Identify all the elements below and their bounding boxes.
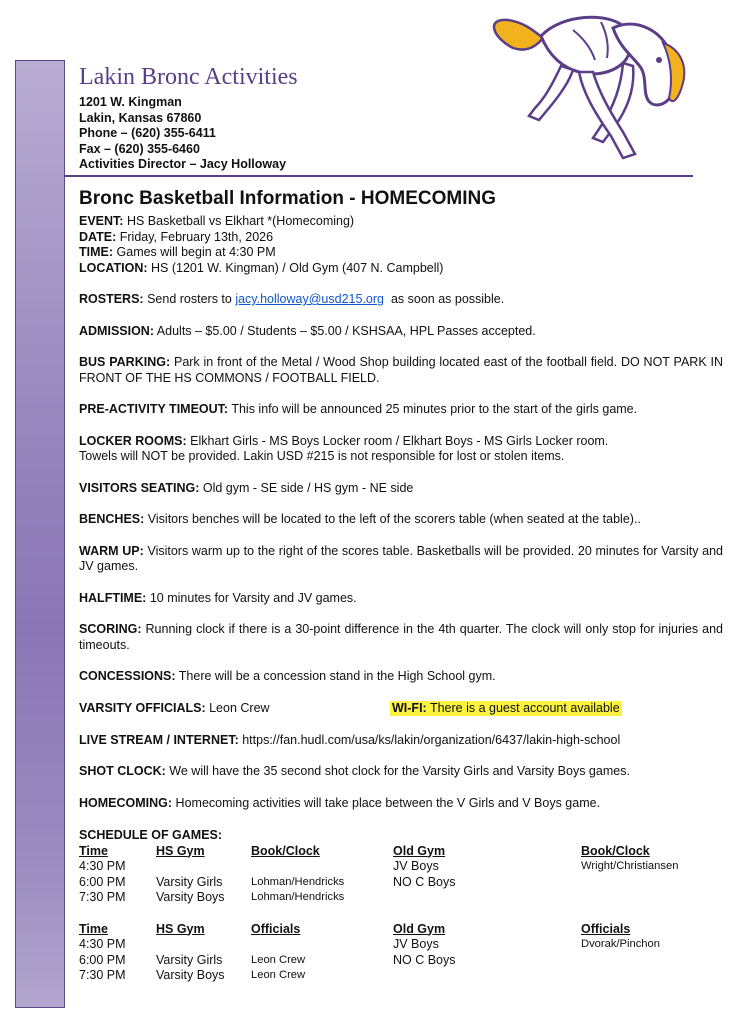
table-spacer	[79, 906, 723, 922]
table-header-cell: Book/Clock	[251, 843, 320, 858]
header-divider	[65, 175, 693, 177]
admission-para	[79, 324, 723, 340]
time-label: TIME:	[79, 245, 114, 259]
officials-line	[79, 701, 270, 715]
table-row	[79, 875, 723, 891]
table-row	[79, 890, 723, 906]
bus-parking-label: BUS PARKING:	[79, 355, 171, 369]
decorative-sidebar	[15, 60, 65, 1008]
admission-label: ADMISSION:	[79, 323, 154, 338]
address-line-1: 1201 W. Kingman	[79, 95, 182, 109]
locker-rooms-line-2: Towels will NOT be provided. Lakin USD #215 is not responsible for lost or stolen items.	[79, 449, 565, 463]
letterhead	[79, 62, 298, 173]
table-cell: 4:30 PM	[79, 937, 126, 951]
table-cell: 4:30 PM	[79, 859, 126, 873]
table-row	[79, 859, 723, 875]
rosters-post: as soon as possible.	[390, 292, 505, 306]
table-cell: Leon Crew	[251, 953, 306, 966]
phone-line: Phone – (620) 355-6411	[79, 126, 216, 140]
table-header-cell: Time	[79, 921, 108, 936]
schedule-table-1	[79, 844, 723, 906]
preactivity-label: PRE-ACTIVITY TIMEOUT:	[79, 402, 229, 416]
schedule-table-2	[79, 922, 723, 984]
table-cell: Lohman/Hendricks	[251, 891, 345, 903]
officials-wifi-row	[79, 701, 723, 717]
date-label: DATE:	[79, 229, 117, 244]
warmup-value: Visitors warm up to the right of the scores table. Basketballs will be provided. 20 minutes for Varsity and JV games.	[79, 543, 723, 573]
warmup-label: WARM UP:	[79, 543, 144, 558]
table-header-cell: Old Gym	[393, 921, 446, 936]
admission-value: Adults – $5.00 / Students – $5.00 / KSHSAA, HPL Passes accepted.	[156, 323, 536, 338]
officials-label: VARSITY OFFICIALS:	[79, 700, 206, 715]
wifi-label: WI-FI:	[392, 700, 427, 715]
preactivity-value: This info will be announced 25 minutes prior to the start of the girls game.	[231, 402, 638, 416]
homecoming-value: Homecoming activities will take place between the V Girls and V Boys game.	[175, 795, 601, 810]
halftime-value: 10 minutes for Varsity and JV games.	[149, 590, 357, 605]
homecoming-label: HOMECOMING:	[79, 795, 173, 810]
table-row	[79, 937, 723, 953]
table-cell: 6:00 PM	[79, 952, 126, 967]
shotclock-label: SHOT CLOCK:	[79, 764, 166, 778]
rosters-pre: Send rosters to	[147, 292, 232, 306]
halftime-label: HALFTIME:	[79, 590, 147, 605]
director-line: Activities Director – Jacy Holloway	[79, 157, 287, 171]
scoring-value: Running clock if there is a 30-point difference in the 4th quarter. The clock will only stop for injuries and timeouts.	[79, 622, 723, 652]
wifi-value: There is a guest account available	[429, 700, 620, 715]
rosters-para	[79, 292, 723, 308]
table-cell: Varsity Boys	[156, 890, 225, 904]
table-cell: 7:30 PM	[79, 968, 126, 982]
homecoming-para	[79, 796, 723, 812]
table-cell: JV Boys	[393, 937, 439, 951]
table-header-cell: Time	[79, 843, 108, 858]
livestream-label: LIVE STREAM / INTERNET:	[79, 732, 239, 747]
document-body	[79, 186, 723, 984]
benches-label: BENCHES:	[79, 512, 145, 526]
table-cell: NO C Boys	[393, 952, 456, 967]
table-cell: Varsity Girls	[156, 874, 223, 889]
table-row	[79, 968, 723, 984]
table-cell: 6:00 PM	[79, 874, 126, 889]
rosters-label: ROSTERS:	[79, 292, 144, 306]
officials-value: Leon Crew	[209, 700, 270, 715]
table-header-row	[79, 844, 723, 860]
benches-value: Visitors benches will be located to the left of the scorers table (when seated at the table)..	[147, 512, 641, 526]
date-line	[79, 230, 723, 246]
table-header-cell: Book/Clock	[581, 843, 650, 858]
table-cell: Varsity Girls	[156, 952, 223, 967]
org-title: Lakin Bronc Activities	[79, 64, 298, 90]
bus-parking-para	[79, 355, 723, 386]
shotclock-para	[79, 764, 723, 780]
livestream-para	[79, 733, 723, 749]
page-title: Bronc Basketball Information - HOMECOMING	[79, 188, 496, 209]
time-line	[79, 245, 723, 261]
wifi-highlight	[390, 701, 622, 717]
date-value: Friday, February 13th, 2026	[119, 229, 274, 244]
concessions-para	[79, 669, 723, 685]
event-label: EVENT:	[79, 214, 124, 228]
locker-rooms-line-1	[79, 434, 723, 450]
location-value: HS (1201 W. Kingman) / Old Gym (407 N. Campbell)	[151, 260, 444, 275]
benches-para	[79, 512, 723, 528]
preactivity-para	[79, 402, 723, 418]
concessions-label: CONCESSIONS:	[79, 669, 176, 683]
bus-parking-value: Park in front of the Metal / Wood Shop building located east of the football field. DO NOT PARK IN FRONT OF THE HS COMMONS / FOOTBALL FIELD.	[79, 355, 724, 385]
table-cell: Wright/Christiansen	[581, 860, 679, 872]
table-cell: Dvorak/Pinchon	[581, 938, 660, 950]
seating-value: Old gym - SE side / HS gym - NE side	[202, 480, 414, 495]
table-cell: NO C Boys	[393, 874, 456, 889]
event-value: HS Basketball vs Elkhart *(Homecoming)	[126, 214, 355, 228]
event-line	[79, 214, 723, 230]
location-label: LOCATION:	[79, 260, 148, 275]
table-header-cell: Officials	[251, 921, 301, 936]
scoring-label: SCORING:	[79, 622, 142, 636]
table-cell: 7:30 PM	[79, 890, 126, 904]
table-header-cell: HS Gym	[156, 921, 205, 936]
table-cell: JV Boys	[393, 859, 439, 873]
shotclock-value: We will have the 35 second shot clock for the Varsity Girls and Varsity Boys games.	[169, 764, 630, 778]
locker-rooms-value: Elkhart Girls - MS Boys Locker room / Elkhart Boys - MS Girls Locker room.	[190, 433, 609, 448]
table-cell: Leon Crew	[251, 969, 306, 981]
schedule-heading: SCHEDULE OF GAMES:	[79, 828, 223, 842]
table-cell: Lohman/Hendricks	[251, 875, 345, 888]
scoring-para	[79, 622, 723, 653]
address-line-2: Lakin, Kansas 67860	[79, 110, 202, 125]
locker-rooms-label: LOCKER ROOMS:	[79, 433, 187, 448]
table-cell: Varsity Boys	[156, 968, 225, 982]
table-header-cell: Old Gym	[393, 843, 446, 858]
seating-para	[79, 481, 723, 497]
email-link[interactable]: jacy.holloway@usd215.org	[235, 292, 384, 306]
table-header-row	[79, 922, 723, 938]
halftime-para	[79, 591, 723, 607]
table-row	[79, 953, 723, 969]
time-value: Games will begin at 4:30 PM	[116, 245, 276, 259]
concessions-value: There will be a concession stand in the High School gym.	[178, 669, 496, 683]
warmup-para	[79, 544, 723, 575]
location-line	[79, 261, 723, 277]
seating-label: VISITORS SEATING:	[79, 480, 200, 495]
table-header-cell: HS Gym	[156, 843, 205, 858]
table-header-cell: Officials	[581, 921, 631, 936]
locker-rooms-para	[79, 434, 723, 465]
fax-line: Fax – (620) 355-6460	[79, 141, 200, 156]
bronco-mascot-icon	[483, 8, 695, 168]
livestream-url: https://fan.hudl.com/usa/ks/lakin/organization/6437/lakin-high-school	[242, 732, 621, 747]
